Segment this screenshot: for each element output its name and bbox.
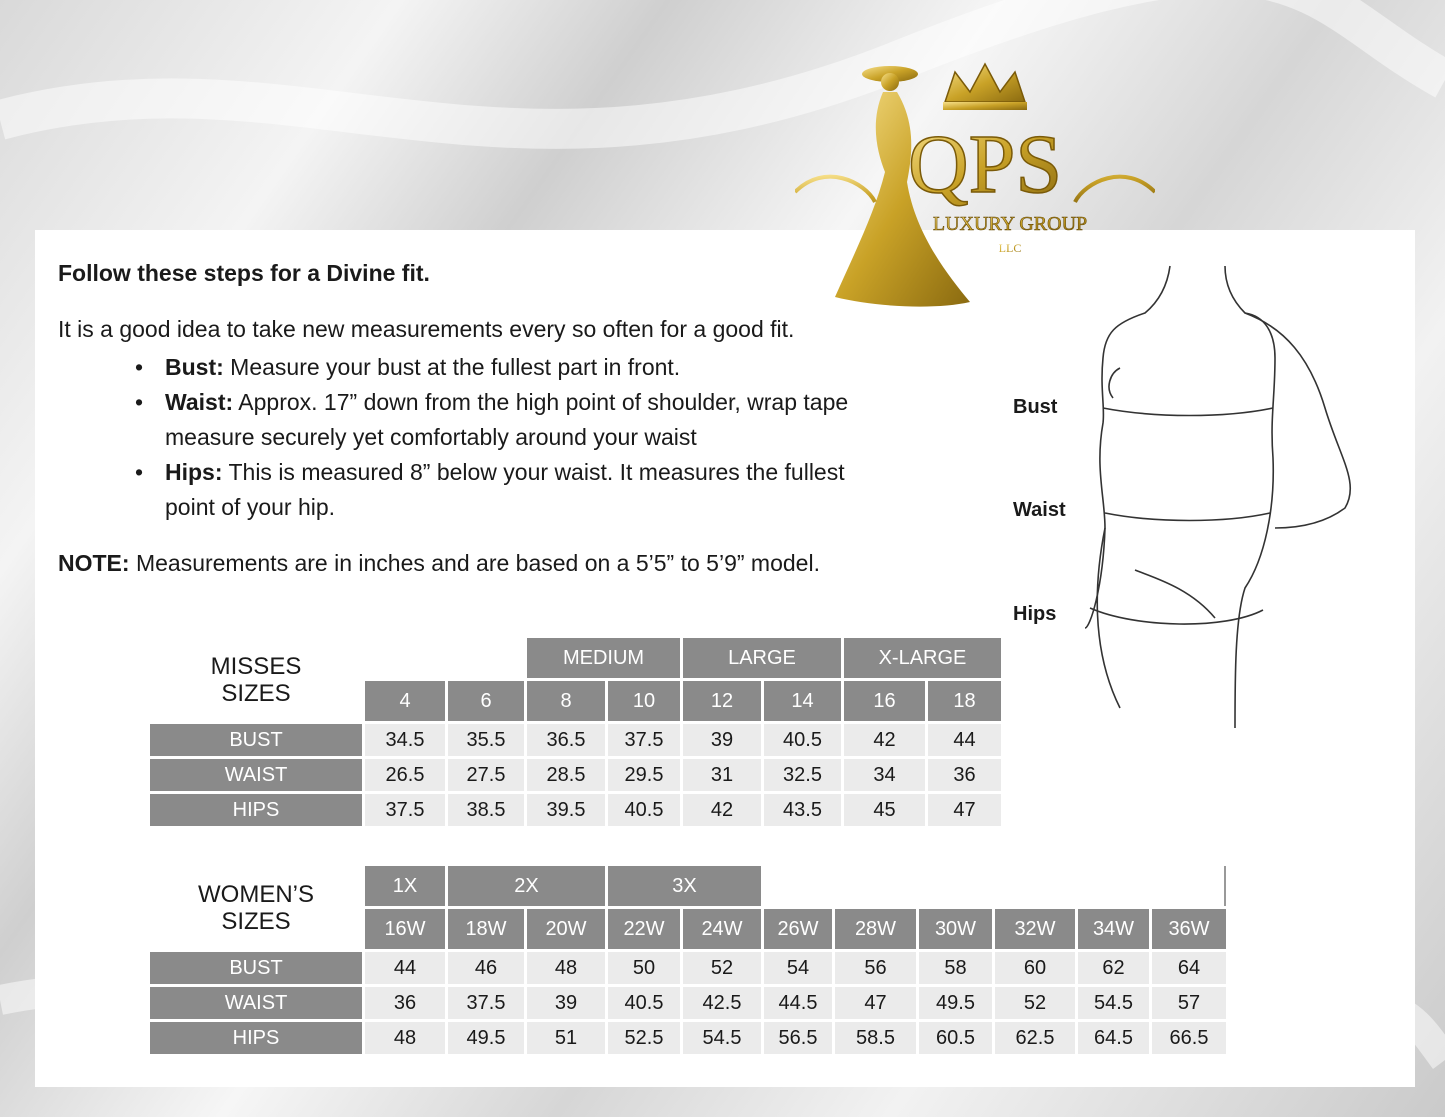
table-cell: 40.5 — [608, 987, 680, 1019]
table-cell: 43.5 — [764, 794, 841, 826]
womens-group-3x: 3X — [608, 866, 761, 906]
table-cell: 44 — [365, 952, 445, 984]
misses-row-waist — [150, 759, 1001, 791]
misses-row-bust — [150, 724, 1001, 756]
guide-heading: Follow these steps for a Divine fit. — [58, 260, 430, 286]
table-cell: 60 — [995, 952, 1075, 984]
misses-group-large: LARGE — [683, 638, 841, 678]
table-cell: 54 — [764, 952, 832, 984]
table-cell: 58.5 — [835, 1022, 916, 1054]
misses-group-xlarge: X-LARGE — [844, 638, 1001, 678]
womens-size-header: 18W — [448, 909, 524, 949]
table-cell: 49.5 — [919, 987, 992, 1019]
table-cell: 42 — [683, 794, 761, 826]
misses-size-header: 12 — [683, 681, 761, 721]
table-cell: 45 — [844, 794, 925, 826]
womens-size-header: 26W — [764, 909, 832, 949]
table-cell: 34.5 — [365, 724, 445, 756]
table-cell: 52 — [995, 987, 1075, 1019]
figure-label-hips: Hips — [1013, 603, 1057, 625]
womens-row-bust — [150, 952, 1226, 984]
table-cell: 35.5 — [448, 724, 524, 756]
figure-label-waist: Waist — [1013, 499, 1066, 521]
table-cell: 39.5 — [527, 794, 605, 826]
guide-intro: It is a good idea to take new measurements every so often for a good fit. — [58, 316, 795, 342]
table-cell: 58 — [919, 952, 992, 984]
svg-text:LUXURY GROUP: LUXURY GROUP — [932, 213, 1088, 235]
table-cell: 29.5 — [608, 759, 680, 791]
table-cell: 37.5 — [365, 794, 445, 826]
table-cell: 57 — [1152, 987, 1226, 1019]
table-cell: 37.5 — [608, 724, 680, 756]
row-label: WAIST — [150, 759, 362, 791]
table-cell: 64.5 — [1078, 1022, 1149, 1054]
table-cell: 26.5 — [365, 759, 445, 791]
table-cell: 47 — [835, 987, 916, 1019]
table-cell: 62.5 — [995, 1022, 1075, 1054]
table-cell: 44.5 — [764, 987, 832, 1019]
table-cell: 51 — [527, 1022, 605, 1054]
table-cell: 47 — [928, 794, 1001, 826]
table-cell: 54.5 — [1078, 987, 1149, 1019]
table-cell: 40.5 — [608, 794, 680, 826]
table-cell: 28.5 — [527, 759, 605, 791]
table-cell: 54.5 — [683, 1022, 761, 1054]
svg-text:QPS: QPS — [907, 118, 1063, 211]
table-cell: 44 — [928, 724, 1001, 756]
table-cell: 50 — [608, 952, 680, 984]
misses-size-header: 8 — [527, 681, 605, 721]
table-cell: 48 — [365, 1022, 445, 1054]
body-outline-figure — [1075, 258, 1395, 728]
misses-size-header: 16 — [844, 681, 925, 721]
misses-size-table — [147, 635, 1004, 829]
womens-caption: WOMEN’S SIZES — [198, 880, 314, 935]
figure-label-bust: Bust — [1013, 396, 1058, 418]
womens-size-header: 20W — [527, 909, 605, 949]
table-cell: 49.5 — [448, 1022, 524, 1054]
table-cell: 36 — [365, 987, 445, 1019]
womens-size-header: 22W — [608, 909, 680, 949]
svg-text:LLC: LLC — [998, 241, 1022, 255]
row-label: HIPS — [150, 794, 362, 826]
measurement-steps — [135, 350, 895, 525]
table-cell: 27.5 — [448, 759, 524, 791]
womens-size-header: 36W — [1152, 909, 1226, 949]
row-label: WAIST — [150, 987, 362, 1019]
table-cell: 39 — [683, 724, 761, 756]
crown-icon — [943, 64, 1027, 110]
table-cell: 37.5 — [448, 987, 524, 1019]
table-cell: 66.5 — [1152, 1022, 1226, 1054]
table-cell: 36.5 — [527, 724, 605, 756]
row-label: BUST — [150, 952, 362, 984]
womens-group-2x: 2X — [448, 866, 605, 906]
womens-size-header: 30W — [919, 909, 992, 949]
table-cell: 42 — [844, 724, 925, 756]
womens-size-header: 32W — [995, 909, 1075, 949]
table-cell: 36 — [928, 759, 1001, 791]
misses-size-header: 10 — [608, 681, 680, 721]
table-cell: 48 — [527, 952, 605, 984]
table-cell: 56 — [835, 952, 916, 984]
womens-group-1x: 1X — [365, 866, 445, 906]
table-cell: 39 — [527, 987, 605, 1019]
womens-size-table — [147, 863, 1229, 1057]
table-cell: 62 — [1078, 952, 1149, 984]
womens-size-header: 34W — [1078, 909, 1149, 949]
table-cell: 34 — [844, 759, 925, 791]
row-label: HIPS — [150, 1022, 362, 1054]
step-waist: • Waist: Approx. 17” down from the high point of shoulder, wrap tape measure securely yet comfortably around your waist — [135, 389, 849, 450]
womens-size-header: 28W — [835, 909, 916, 949]
misses-size-header: 14 — [764, 681, 841, 721]
misses-size-header: 4 — [365, 681, 445, 721]
table-cell: 46 — [448, 952, 524, 984]
table-cell: 38.5 — [448, 794, 524, 826]
misses-caption: MISSES SIZES — [210, 652, 302, 707]
table-cell: 56.5 — [764, 1022, 832, 1054]
table-cell: 52.5 — [608, 1022, 680, 1054]
size-guide-card — [35, 230, 1415, 1087]
misses-group-medium: MEDIUM — [527, 638, 680, 678]
table-cell: 64 — [1152, 952, 1226, 984]
misses-size-header: 6 — [448, 681, 524, 721]
qps-luxury-group-logo — [795, 52, 1155, 317]
womens-size-header: 24W — [683, 909, 761, 949]
misses-row-hips — [150, 794, 1001, 826]
table-cell: 42.5 — [683, 987, 761, 1019]
misses-size-header: 18 — [928, 681, 1001, 721]
womens-size-header: 16W — [365, 909, 445, 949]
table-cell: 31 — [683, 759, 761, 791]
table-cell: 32.5 — [764, 759, 841, 791]
table-cell: 40.5 — [764, 724, 841, 756]
table-cell: 52 — [683, 952, 761, 984]
row-label: BUST — [150, 724, 362, 756]
step-hips: • Hips: This is measured 8” below your waist. It measures the fullest point of your hip. — [135, 459, 845, 520]
womens-row-waist — [150, 987, 1226, 1019]
guide-note: NOTE: Measurements are in inches and are based on a 5’5” to 5’9” model. — [58, 550, 820, 576]
womens-row-hips — [150, 1022, 1226, 1054]
table-cell: 60.5 — [919, 1022, 992, 1054]
step-bust: • Bust: Measure your bust at the fullest part in front. — [135, 354, 681, 380]
